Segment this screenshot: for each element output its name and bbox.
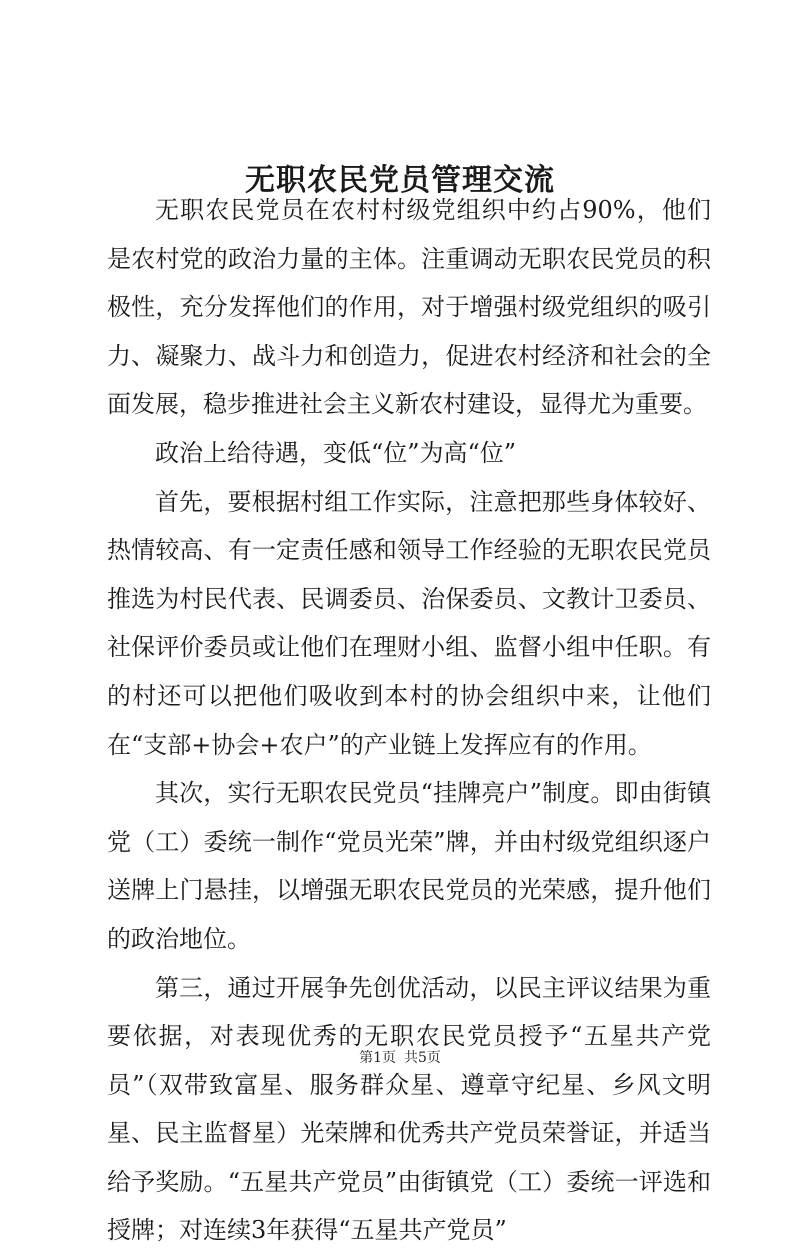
paragraph-intro: 无职农民党员在农村村级党组织中约占90%，他们是农村党的政治力量的主体。注重调动无职农民党员的积极性，充分发挥他们的作用，对于增强村级党组织的吸引力、凝聚力、战斗力和创造力，促进农村经济和社会的全面发展，稳步推进社会主义新农村建设，显得尤为重要。 xyxy=(107,186,711,429)
page-total: 共5页 xyxy=(404,1050,441,1066)
document-title: 无职农民党员管理交流 xyxy=(0,158,800,204)
page-number: 第1页 xyxy=(359,1050,396,1066)
paragraph-third: 第三，通过开展争先创优活动，以民主评议结果为重要依据，对表现优秀的无职农民党员授予“五星共产党员”（双带致富星、服务群众星、遵章守纪星、乡风文明星、民主监督星）光荣牌和优秀共产党员荣誉证，并适当给予奖励。“五星共产党员”由街镇党（工）委统一评选和授牌；对连续3年获得“五星共产党员” xyxy=(107,964,711,1255)
section-heading: 政治上给待遇，变低“位”为高“位” xyxy=(107,429,711,478)
page-footer xyxy=(0,1048,800,1068)
paragraph-first: 首先，要根据村组工作实际，注意把那些身体较好、热情较高、有一定责任感和领导工作经验的无职农民党员推选为村民代表、民调委员、治保委员、文教计卫委员、社保评价委员或让他们在理财小组、监督小组中任职。有的村还可以把他们吸收到本村的协会组织中来，让他们在“支部+协会+农户”的产业链上发挥应有的作用。 xyxy=(107,478,711,770)
document-body xyxy=(107,186,711,1255)
paragraph-second: 其次，实行无职农民党员“挂牌亮户”制度。即由街镇党（工）委统一制作“党员光荣”牌，并由村级党组织逐户送牌上门悬挂，以增强无职农民党员的光荣感，提升他们的政治地位。 xyxy=(107,769,711,963)
